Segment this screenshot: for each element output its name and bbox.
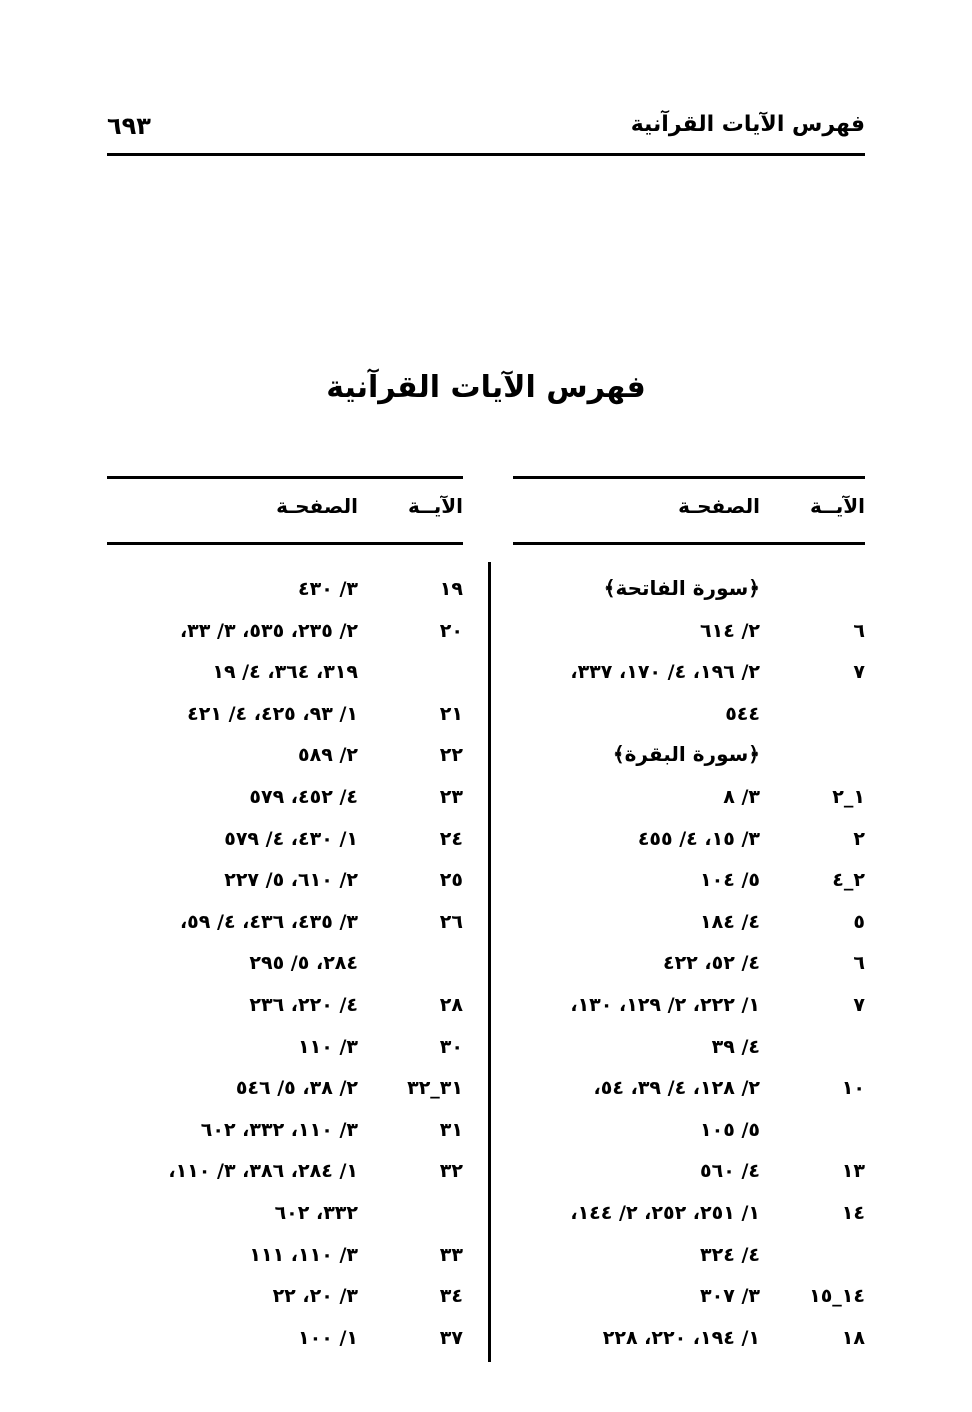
index-row bbox=[513, 1194, 865, 1236]
right-index-column bbox=[513, 476, 865, 1376]
right-index-rows bbox=[513, 570, 865, 1360]
index-row bbox=[513, 1319, 865, 1361]
verse-number: ١٠ bbox=[841, 1077, 865, 1100]
verse-number: ٣٣ bbox=[439, 1243, 463, 1266]
verse-number: ٣١ bbox=[439, 1118, 463, 1141]
page-references: ٤/ ٥٢، ٤٢٢ bbox=[662, 952, 760, 975]
sura-heading: ﴿سورة البقرة﴾ bbox=[612, 742, 760, 767]
verse-number: ٥ bbox=[853, 910, 865, 933]
verse-number: ٢ bbox=[853, 827, 865, 850]
verse-number: ٣٢ bbox=[439, 1160, 463, 1183]
page-references: ٣/ ٢٠، ٢٢ bbox=[272, 1285, 358, 1308]
verse-number: ٦ bbox=[853, 619, 865, 642]
column-header-page: الصفحـة bbox=[276, 494, 358, 518]
page-references: ٣١٩، ٣٦٤، ٤/ ١٩ bbox=[212, 661, 358, 684]
verse-number: ١٩ bbox=[439, 578, 463, 600]
page-references: ١/ ١٩٤، ٢٢٠، ٢٢٨ bbox=[602, 1326, 760, 1349]
page-number: ٦٩٣ bbox=[107, 112, 151, 140]
verse-number: ١٤ bbox=[841, 1201, 865, 1224]
page-references: ٢٨٤، ٥/ ٢٩٥ bbox=[249, 952, 358, 975]
page-references: ٢/ ١٩٦، ٤/ ١٧٠، ٣٣٧، bbox=[570, 661, 760, 684]
page-references: ٣/ ٤٣٥، ٤٣٦، ٤/ ٥٩، bbox=[179, 910, 358, 933]
verse-number: ٢_٤ bbox=[832, 869, 865, 892]
page-references: ١/ ٢٥١، ٢٥٢، ٢/ ١٤٤، bbox=[570, 1201, 760, 1224]
page-references: ٤/ ٣٩ bbox=[711, 1035, 760, 1058]
verse-number: ٧ bbox=[853, 993, 865, 1016]
page-references: ٤/ ١٨٤ bbox=[700, 910, 760, 933]
index-row bbox=[513, 778, 865, 820]
page-references: ٤/ ٤٥٢، ٥٧٩ bbox=[249, 785, 358, 808]
page-references: ٢/ ٦١٠، ٥/ ٢٢٧ bbox=[224, 869, 358, 892]
left-index-rows bbox=[107, 570, 463, 1360]
index-row bbox=[107, 570, 463, 612]
index-row bbox=[513, 944, 865, 986]
index-row bbox=[107, 1028, 463, 1070]
index-row bbox=[513, 695, 865, 737]
column-header-rule bbox=[513, 542, 865, 545]
index-row bbox=[513, 1236, 865, 1278]
page-references: ٢/ ٣٨، ٥/ ٥٤٦ bbox=[235, 1077, 358, 1100]
sura-heading: ﴿سورة الفاتحة﴾ bbox=[603, 576, 760, 600]
page-references: ٢/ ٥٨٩ bbox=[298, 744, 358, 767]
verse-number: ٢٤ bbox=[439, 827, 463, 850]
verse-number: ٣٤ bbox=[439, 1285, 463, 1308]
page-references: ٣/ ١١٠، ٣٣٢، ٦٠٢ bbox=[200, 1118, 358, 1141]
index-row bbox=[107, 612, 463, 654]
index-row bbox=[513, 1028, 865, 1070]
index-row bbox=[107, 944, 463, 986]
verse-number: ٢١ bbox=[439, 702, 463, 725]
index-row bbox=[513, 1111, 865, 1153]
page-references: ٣/ ٨ bbox=[723, 785, 760, 808]
page-references: ٣/ ١١٠، ١١١ bbox=[249, 1243, 358, 1266]
verse-number: ٣٧ bbox=[439, 1326, 463, 1349]
page-references: ١/ ٤٣٠، ٤/ ٥٧٩ bbox=[224, 827, 358, 850]
verse-number: ٢٣ bbox=[439, 785, 463, 808]
verse-number: ١٣ bbox=[841, 1160, 865, 1183]
verse-number: ٧ bbox=[853, 661, 865, 684]
page-references: ٢/ ٦١٤ bbox=[700, 619, 760, 642]
verse-number: ٣٠ bbox=[439, 1035, 463, 1058]
column-header-rule bbox=[107, 542, 463, 545]
column-header-aya: الآيــة bbox=[809, 494, 865, 518]
page-references: ١/ ٩٣، ٤٢٥، ٤/ ٤٢١ bbox=[187, 702, 358, 725]
index-row bbox=[107, 778, 463, 820]
left-index-column bbox=[107, 476, 463, 1376]
page-references: ٣٣٢، ٦٠٢ bbox=[274, 1201, 358, 1224]
page-references: ٣/ ١١٠ bbox=[298, 1035, 358, 1058]
page-references: ٥٤٤ bbox=[725, 702, 760, 725]
header-rule bbox=[107, 153, 865, 156]
page-references: ٥/ ١٠٤ bbox=[700, 869, 760, 892]
column-header-aya: الآيــة bbox=[407, 494, 463, 518]
index-row bbox=[107, 695, 463, 737]
index-row bbox=[513, 1277, 865, 1319]
index-row bbox=[107, 1111, 463, 1153]
index-row bbox=[107, 1277, 463, 1319]
page-references: ٥/ ١٠٥ bbox=[700, 1118, 760, 1141]
page-references: ٤/ ٥٦٠ bbox=[700, 1160, 760, 1183]
index-row bbox=[107, 1194, 463, 1236]
page-references: ٤/ ٢٢٠، ٢٣٦ bbox=[249, 993, 358, 1016]
index-row bbox=[107, 861, 463, 903]
index-row bbox=[107, 986, 463, 1028]
column-top-rule bbox=[107, 476, 463, 479]
index-row bbox=[107, 903, 463, 945]
index-row bbox=[513, 612, 865, 654]
page-references: ١/ ١٠٠ bbox=[298, 1326, 358, 1349]
index-row bbox=[513, 570, 865, 612]
verse-number: ٢٥ bbox=[439, 869, 463, 892]
page-references: ٢/ ٢٣٥، ٥٣٥، ٣/ ٣٣، bbox=[179, 619, 358, 642]
index-row bbox=[513, 903, 865, 945]
page-references: ٢/ ١٢٨، ٤/ ٣٩، ٥٤، bbox=[593, 1077, 760, 1100]
verse-number: ٢٦ bbox=[439, 910, 463, 933]
verse-number: ١٤_١٥ bbox=[809, 1285, 865, 1308]
index-row bbox=[107, 1319, 463, 1361]
index-row bbox=[513, 820, 865, 862]
verse-number: ٦ bbox=[853, 952, 865, 975]
verse-number: ٢٠ bbox=[439, 619, 463, 642]
column-header-page: الصفحـة bbox=[678, 494, 760, 518]
verse-number: ٢٢ bbox=[439, 744, 463, 767]
index-row bbox=[107, 1236, 463, 1278]
verse-number: ٣١_٣٢ bbox=[407, 1077, 463, 1100]
index-row bbox=[513, 986, 865, 1028]
page-references: ٣/ ٤٣٠ bbox=[298, 578, 358, 600]
page-references: ١/ ٢٨٤، ٣٨٦، ٣/ ١١٠، bbox=[168, 1160, 358, 1183]
index-row bbox=[107, 653, 463, 695]
verse-number: ١_٢ bbox=[832, 785, 865, 808]
index-row bbox=[107, 1069, 463, 1111]
page-references: ٤/ ٣٢٤ bbox=[700, 1243, 760, 1266]
running-head-title: فهرس الآيات القرآنية bbox=[630, 112, 865, 137]
page-references: ٣/ ٣٠٧ bbox=[700, 1285, 760, 1308]
column-top-rule bbox=[513, 476, 865, 479]
running-head bbox=[107, 112, 865, 152]
index-row bbox=[107, 820, 463, 862]
index-row bbox=[107, 1152, 463, 1194]
index-row bbox=[513, 861, 865, 903]
page-title: فهرس الآيات القرآنية bbox=[326, 370, 646, 405]
index-row bbox=[107, 736, 463, 778]
verse-number: ٢٨ bbox=[439, 993, 463, 1016]
index-row bbox=[513, 1069, 865, 1111]
page-references: ١/ ٢٢٢، ٢/ ١٢٩، ١٣٠، bbox=[570, 993, 760, 1016]
column-divider bbox=[488, 562, 491, 1362]
page-references: ٣/ ١٥، ٤/ ٤٥٥ bbox=[637, 827, 760, 850]
index-row bbox=[513, 1152, 865, 1194]
index-row bbox=[513, 653, 865, 695]
verse-number: ١٨ bbox=[841, 1326, 865, 1349]
index-row bbox=[513, 736, 865, 778]
